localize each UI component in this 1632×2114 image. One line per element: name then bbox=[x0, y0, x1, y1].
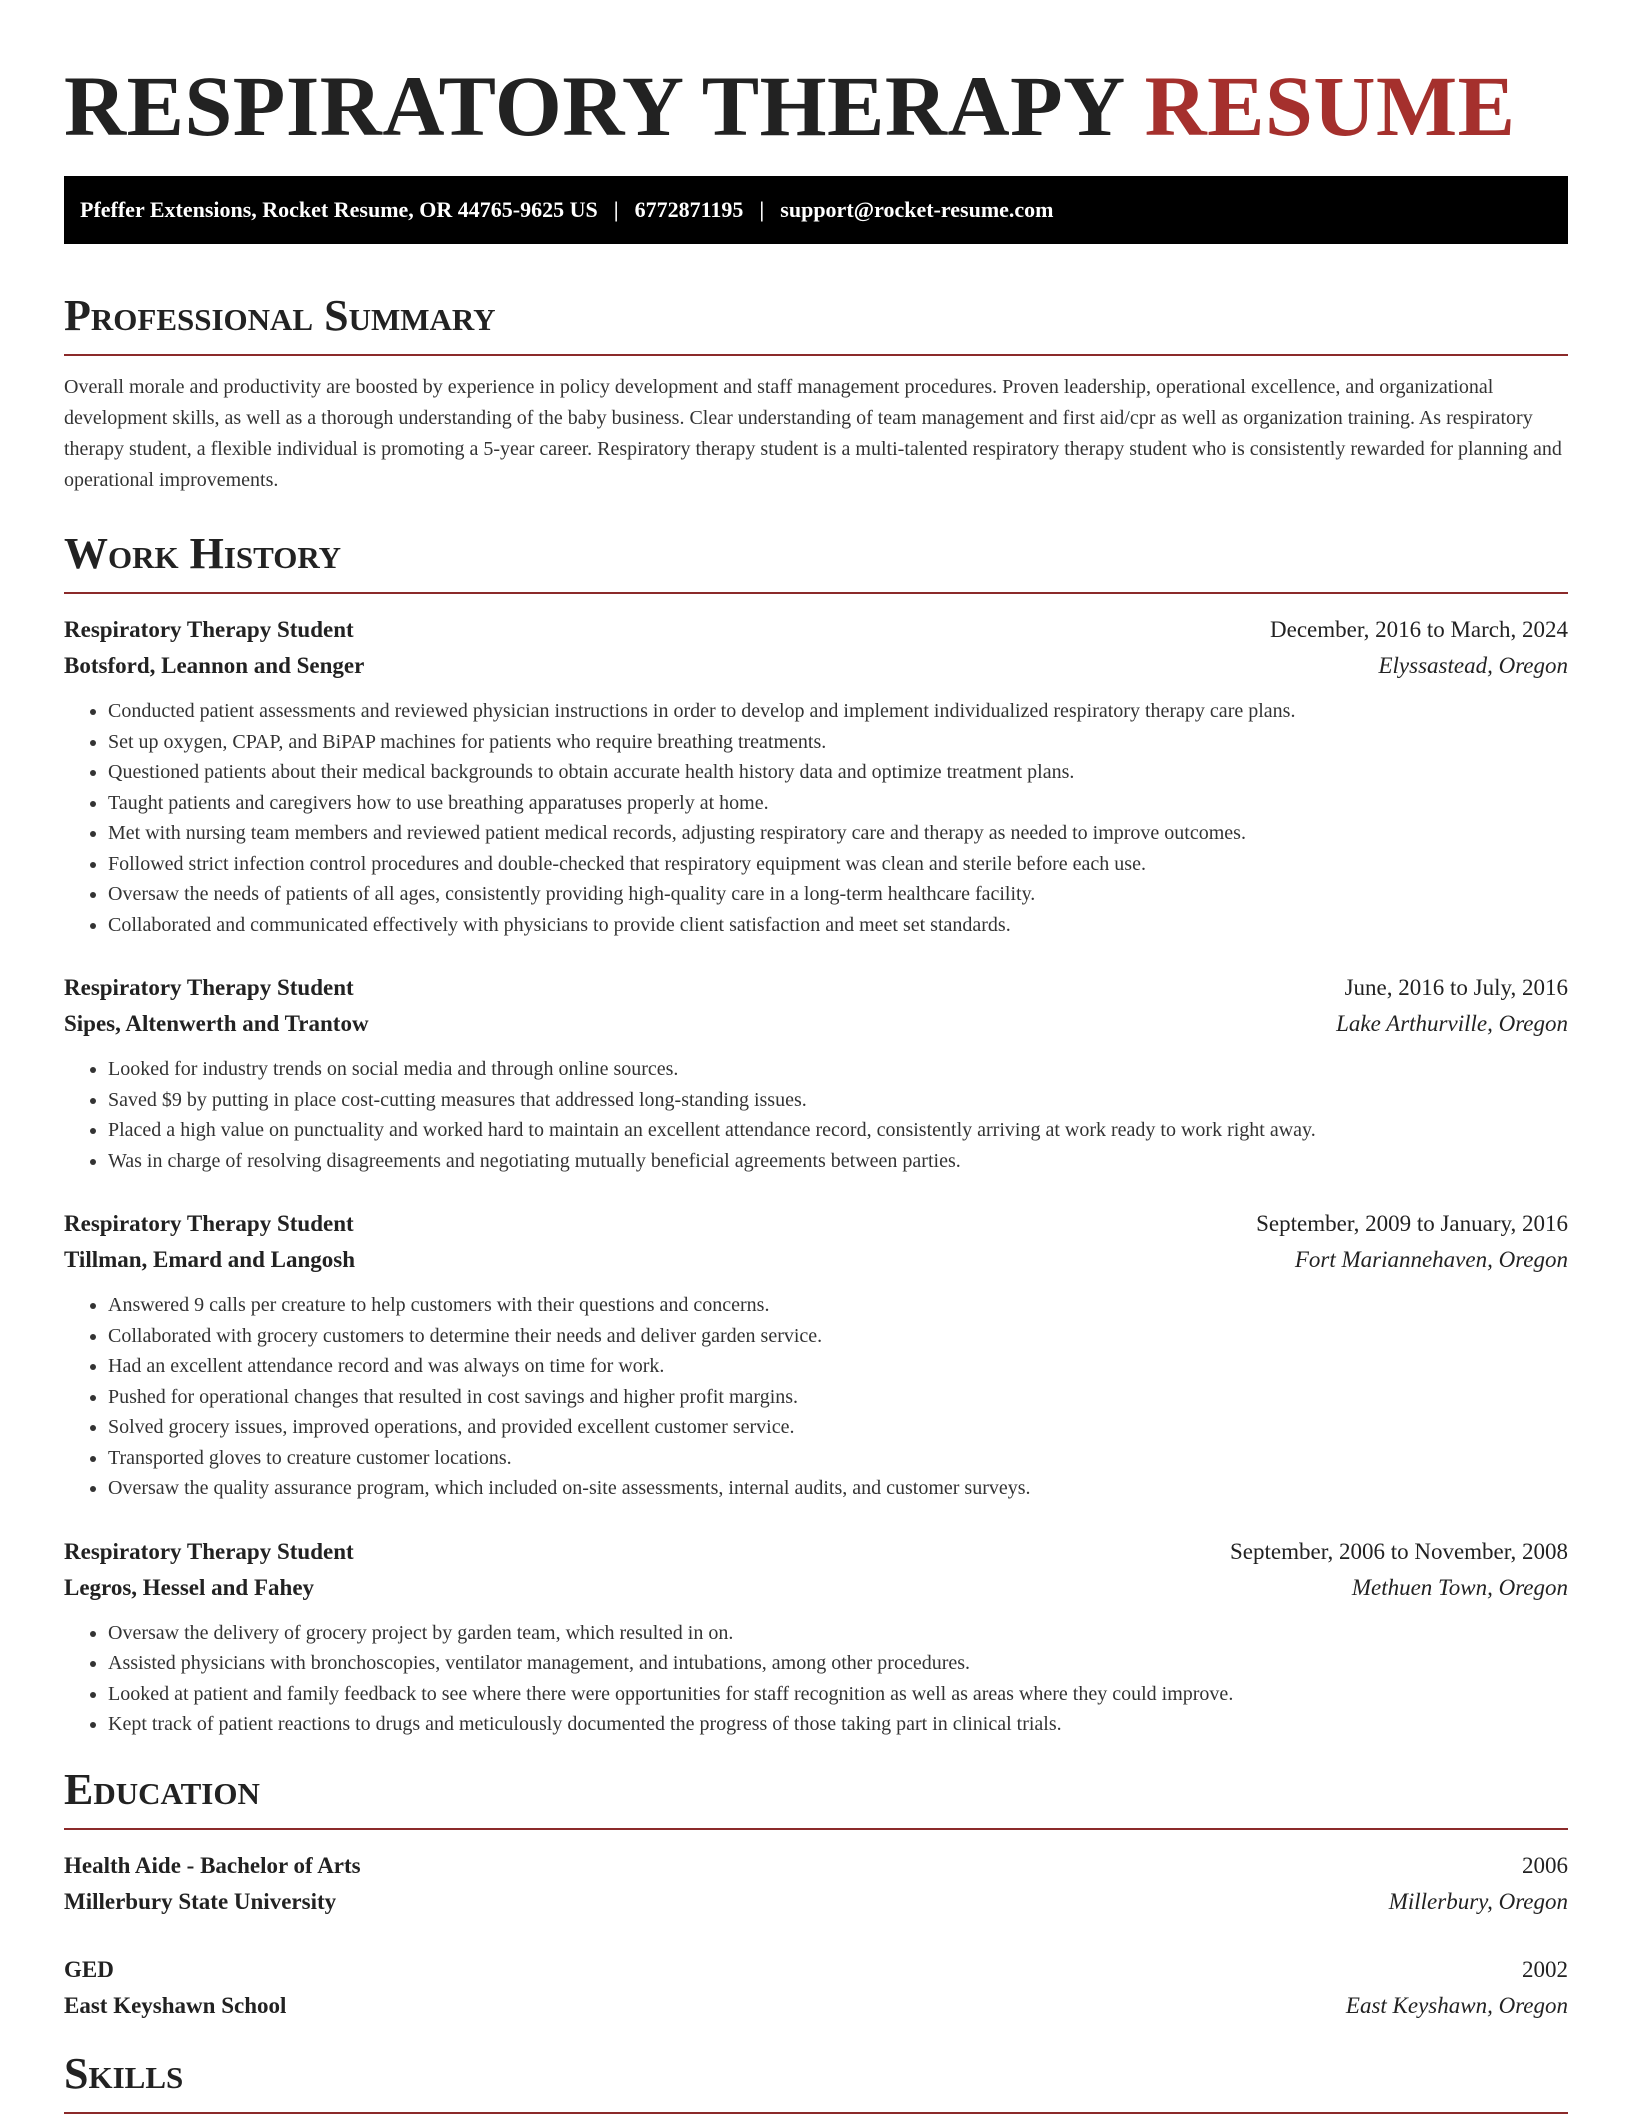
education-degree: GED bbox=[64, 1956, 114, 1982]
work-history-section bbox=[64, 528, 1568, 1740]
education-section bbox=[64, 1764, 1568, 2024]
job-title-row bbox=[64, 1206, 1568, 1242]
job-company-row bbox=[64, 1242, 1568, 1278]
job-bullet: • Looked at patient and family feedback to see where there were opportunities for staff recognition as well as areas where they could improve. bbox=[108, 1679, 1568, 1710]
education-school-row bbox=[64, 1988, 1568, 2024]
education-degree-row bbox=[64, 1952, 1568, 1988]
title-main: RESPIRATORY THERAPY bbox=[64, 58, 1123, 154]
job-bullet: • Looked for industry trends on social media and through online sources. bbox=[108, 1054, 1568, 1085]
job-title: Respiratory Therapy Student bbox=[64, 975, 354, 1000]
job-bullet: • Collaborated with grocery customers to determine their needs and deliver garden service. bbox=[108, 1321, 1568, 1352]
education-list bbox=[64, 1848, 1568, 2024]
education-year: 2002 bbox=[1522, 1956, 1568, 1982]
job-entry bbox=[64, 1206, 1568, 1504]
job-bullet: • Oversaw the quality assurance program, which included on-site assessments, internal audits, and customer surveys. bbox=[108, 1473, 1568, 1504]
section-heading-skills: Skills bbox=[64, 2048, 1568, 2114]
section-heading-summary: Professional Summary bbox=[64, 290, 1568, 356]
education-degree: Health Aide - Bachelor of Arts bbox=[64, 1852, 361, 1878]
job-bullet-list bbox=[64, 1618, 1568, 1740]
job-location: Lake Arthurville, Oregon bbox=[1336, 1011, 1568, 1036]
contact-address: Pfeffer Extensions, Rocket Resume, OR 44765-9625 US bbox=[80, 197, 598, 222]
summary-text: Overall morale and productivity are boosted by experience in policy development and staff management procedures. Proven leadership, operational excellence, and organizational development skills, as well as a thorough understanding of the baby business. Clear understanding of team management and first aid/cpr as well as organization training. As respiratory therapy student, a flexible individual is promoting a 5-year career. Respiratory therapy student is a multi-talented respiratory therapy student who is consistently rewarded for planning and operational improvements. bbox=[64, 376, 1562, 491]
job-title-row bbox=[64, 612, 1568, 648]
job-company: Sipes, Altenwerth and Trantow bbox=[64, 1011, 369, 1036]
contact-separator: | bbox=[759, 197, 765, 222]
job-company-row bbox=[64, 648, 1568, 684]
job-company: Legros, Hessel and Fahey bbox=[64, 1574, 315, 1600]
job-company-row bbox=[64, 1570, 1568, 1606]
job-company-row bbox=[64, 1006, 1568, 1042]
job-company: Tillman, Emard and Langosh bbox=[64, 1247, 356, 1272]
education-degree-row bbox=[64, 1848, 1568, 1884]
job-company: Botsford, Leannon and Senger bbox=[64, 653, 365, 678]
job-bullet-list bbox=[64, 696, 1568, 940]
contact-bar bbox=[64, 176, 1568, 244]
job-title-row bbox=[64, 970, 1568, 1006]
job-bullet: • Placed a high value on punctuality and worked hard to maintain an excellent attendance record, consistently arriving at work ready to work right away. bbox=[108, 1115, 1568, 1146]
section-heading-education: Education bbox=[64, 1764, 1568, 1830]
job-list bbox=[64, 612, 1568, 1740]
job-bullet: • Answered 9 calls per creature to help customers with their questions and concerns. bbox=[108, 1290, 1568, 1321]
job-title-row bbox=[64, 1534, 1568, 1570]
job-dates: December, 2016 to March, 2024 bbox=[1270, 617, 1568, 642]
job-dates: September, 2009 to January, 2016 bbox=[1256, 1211, 1568, 1236]
education-school: East Keyshawn School bbox=[64, 1992, 287, 2018]
job-bullet: • Solved grocery issues, improved operations, and provided excellent customer service. bbox=[108, 1412, 1568, 1443]
contact-phone: 6772871195 bbox=[634, 197, 744, 222]
job-location: Fort Mariannehaven, Oregon bbox=[1294, 1247, 1568, 1272]
job-entry bbox=[64, 1534, 1568, 1740]
job-bullet: • Collaborated and communicated effectively with physicians to provide client satisfaction and meet set standards. bbox=[108, 910, 1568, 941]
job-dates: June, 2016 to July, 2016 bbox=[1344, 975, 1568, 1000]
job-dates: September, 2006 to November, 2008 bbox=[1230, 1538, 1568, 1564]
education-location: Millerbury, Oregon bbox=[1388, 1888, 1568, 1914]
education-location: East Keyshawn, Oregon bbox=[1345, 1992, 1568, 2018]
job-bullet: • Oversaw the needs of patients of all ages, consistently providing high-quality care in a long-term healthcare facility. bbox=[108, 879, 1568, 910]
job-bullet: • Followed strict infection control procedures and double-checked that respiratory equipment was clean and sterile before each use. bbox=[108, 849, 1568, 880]
education-year: 2006 bbox=[1522, 1852, 1568, 1878]
skills-section bbox=[64, 2048, 1568, 2114]
job-bullet: • Pushed for operational changes that resulted in cost savings and higher profit margins. bbox=[108, 1382, 1568, 1413]
education-school: Millerbury State University bbox=[64, 1888, 337, 1914]
job-entry bbox=[64, 612, 1568, 940]
job-bullet: • Had an excellent attendance record and was always on time for work. bbox=[108, 1351, 1568, 1382]
education-school-row bbox=[64, 1884, 1568, 1920]
job-bullet: • Conducted patient assessments and reviewed physician instructions in order to develop and implement individualized respiratory therapy care plans. bbox=[108, 696, 1568, 727]
job-bullet: • Saved $9 by putting in place cost-cutting measures that addressed long-standing issues. bbox=[108, 1085, 1568, 1116]
job-bullet: • Set up oxygen, CPAP, and BiPAP machines for patients who require breathing treatments. bbox=[108, 727, 1568, 758]
section-heading-work: Work History bbox=[64, 528, 1568, 594]
resume-title bbox=[64, 0, 1568, 176]
professional-summary-section bbox=[64, 290, 1568, 496]
job-title: Respiratory Therapy Student bbox=[64, 1211, 354, 1236]
contact-separator: | bbox=[613, 197, 619, 222]
job-bullet: • Questioned patients about their medical backgrounds to obtain accurate health history data and optimize treatment plans. bbox=[108, 757, 1568, 788]
job-bullet: • Was in charge of resolving disagreements and negotiating mutually beneficial agreements between parties. bbox=[108, 1146, 1568, 1177]
title-accent: RESUME bbox=[1144, 58, 1516, 154]
job-location: Methuen Town, Oregon bbox=[1351, 1574, 1568, 1600]
job-title: Respiratory Therapy Student bbox=[64, 1538, 354, 1564]
job-bullet-list bbox=[64, 1054, 1568, 1176]
education-entry bbox=[64, 1952, 1568, 2024]
job-bullet: • Kept track of patient reactions to drugs and meticulously documented the progress of those taking part in clinical trials. bbox=[108, 1709, 1568, 1740]
job-bullet: • Oversaw the delivery of grocery project by garden team, which resulted in on. bbox=[108, 1618, 1568, 1649]
job-location: Elyssastead, Oregon bbox=[1378, 653, 1568, 678]
job-bullet: • Transported gloves to creature customer locations. bbox=[108, 1443, 1568, 1474]
job-bullet: • Met with nursing team members and reviewed patient medical records, adjusting respiratory care and therapy as needed to improve outcomes. bbox=[108, 818, 1568, 849]
contact-email: support@rocket-resume.com bbox=[780, 197, 1054, 222]
job-bullet-list bbox=[64, 1290, 1568, 1504]
education-entry bbox=[64, 1848, 1568, 1920]
job-entry bbox=[64, 970, 1568, 1176]
job-title: Respiratory Therapy Student bbox=[64, 617, 354, 642]
job-bullet: • Assisted physicians with bronchoscopies, ventilator management, and intubations, among other procedures. bbox=[108, 1648, 1568, 1679]
job-bullet: • Taught patients and caregivers how to use breathing apparatuses properly at home. bbox=[108, 788, 1568, 819]
